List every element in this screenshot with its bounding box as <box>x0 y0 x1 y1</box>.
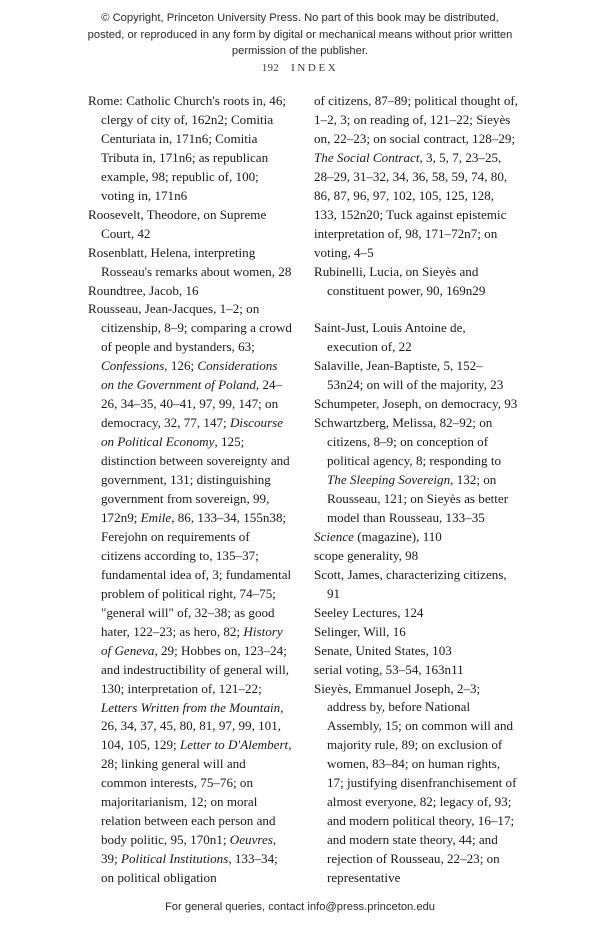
index-column-right <box>314 92 518 888</box>
entry-rubinelli: Rubinelli, Lucia, on Sieyès and constituent power, 90, 169n29 <box>314 263 486 298</box>
entry-selinger: Selinger, Will, 16 <box>314 623 406 639</box>
entry-rome: Rome: Catholic Church's roots in, 46; clergy of city of, 162n2; Comitia Centuriata in, 171n6; Comitia Tributa in, 171n6; as republican example, 98; republic of, 100; voting in, 171n6 <box>88 93 287 203</box>
entry-rousseau: Rousseau, Jean-Jacques, 1–2; on citizenship, 8–9; comparing a crowd of people and bystanders, 63; Confessions, 126; Considerations on the Government of Poland, 24–26, 34–35, 40–41, 97, 99, 147; on democracy, 32, 77, 147; Discourse on Political Economy, 125; distinction between sovereignty and government, 131; distinguishing government from sovereign, 99, 172n9; Emile, 86, 133–34, 155n38; Ferejohn on requirements of citizens according to, 135–37; fundamental idea of, 3; fundamental problem of political right, 74–75; "general will" of, 32–38; as good hater, 122–23; as hero, 82; History of Geneva, 29; Hobbes on, 123–24; and indestructibility of general will, 130; interpretation of, 121–22; Letters Written from the Mountain, 26, 34, 37, 45, 80, 81, 97, 99, 101, 104, 105, 129; Letter to D'Alembert, 28; linking general will and common interests, 75–76; on majoritarianism, 12; on moral relation between each person and body politic, 95, 170n1; Oeuvres, 39; Political Institutions, 133–34; on political obligation <box>88 301 292 886</box>
entry-sieyes: Sieyès, Emmanuel Joseph, 2–3; address by, before National Assembly, 15; on common will and majority rule, 89; on exclusion of women, 83–84; on human rights, 17; justifying disenfranchisement of almost everyone, 82; legacy of, 93; and modern political theory, 16–17; and modern state theory, 44; and rejection of Rousseau, 22–23; on representative <box>314 680 517 886</box>
entry-roundtree: Roundtree, Jacob, 16 <box>88 282 199 298</box>
page-folio-number: 192 <box>261 62 280 74</box>
entry-schumpeter: Schumpeter, Joseph, on democracy, 93 <box>314 396 518 412</box>
entry-rousseau-continued: of citizens, 87–89; political thought of, 1–2, 3; on reading of, 121–22; Sieyès on, 22–23; on social contract, 128–29; The Social Contract, 3, 5, 7, 23–25, 28–29, 31–32, 34, 36, 58, 59, 74, 80, 86, 87, 96, 97, 102, 105, 125, 128, 133, 152n20; Tuck against epistemic interpretation of, 98, 171–72n7; on voting, 4–5 <box>314 93 519 260</box>
running-head <box>0 62 600 74</box>
running-head-label: INDEX <box>291 62 339 74</box>
entry-serial-voting: serial voting, 53–54, 163n11 <box>314 661 464 677</box>
entry-rosenblatt: Rosenblatt, Helena, interpreting Rosseau's remarks about women, 28 <box>88 244 292 279</box>
entry-saint-just: Saint-Just, Louis Antoine de, execution of, 22 <box>314 320 466 355</box>
entry-science: Science (magazine), 110 <box>314 528 442 544</box>
entry-roosevelt: Roosevelt, Theodore, on Supreme Court, 42 <box>88 206 267 241</box>
entry-scope-generality: scope generality, 98 <box>314 547 419 563</box>
entry-senate: Senate, United States, 103 <box>314 642 452 658</box>
entry-scott: Scott, James, characterizing citizens, 91 <box>314 566 507 601</box>
entry-salaville: Salaville, Jean-Baptiste, 5, 152–53n24; on will of the majority, 23 <box>314 358 504 393</box>
copyright-notice: © Copyright, Princeton University Press. No part of this book may be distributed, posted, or reproduced in any form by digital or mechanical means without prior written permission of the publisher. <box>87 12 513 57</box>
entry-seeley-lectures: Seeley Lectures, 124 <box>314 604 424 620</box>
index-body <box>88 92 518 888</box>
index-column-left <box>88 92 292 888</box>
entry-schwartzberg: Schwartzberg, Melissa, 82–92; on citizens, 8–9; on conception of political agency, 8; responding to The Sleeping Sovereign, 132; on Rousseau, 121; on Sieyès as better model than Rousseau, 133–35 <box>314 415 509 525</box>
page-footer: For general queries, contact info@press.princeton.edu <box>164 901 436 913</box>
